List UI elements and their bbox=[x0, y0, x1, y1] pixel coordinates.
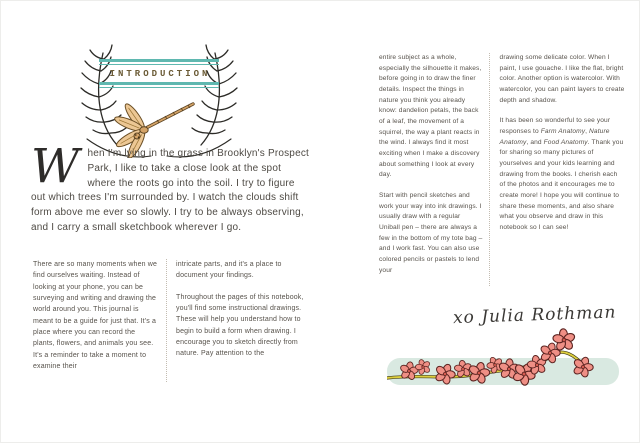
paragraph: Start with pencil sketches and work your way into ink drawings. I usually draw with a regular Uniball pen – there are always a few in the bottom of my tote bag – and I work fast. You can also use colored pencils or pastels to lend your bbox=[379, 192, 483, 274]
paragraph: Throughout the pages of this notebook, you'll find some instructional drawings. These will help you understand how to begin to build a form when drawing. I encourage you to sketch directly from nature. Pay attention to the bbox=[176, 293, 304, 358]
paragraph: There are so many moments when we find ourselves waiting. Instead of looking at your phone, you can be surveying and writing and drawing the world around you. This journal is meant to be a guide for just that. It's a place where you can record the plants, flowers, and animals you see. It's a reminder to take a moment to examine their bbox=[33, 261, 158, 370]
right-page-column-1 bbox=[379, 53, 489, 286]
paragraph: drawing some delicate color. When I paint, I use gouache. I like the flat, bright color. Another option is watercolor. With watercolor, you can paint layers to create depth and shadow. bbox=[499, 54, 625, 104]
book-title: Farm Anatomy bbox=[540, 128, 586, 136]
paragraph: intricate parts, and it's a place to document your findings. bbox=[176, 261, 282, 280]
left-page-columns bbox=[33, 259, 309, 382]
book-title: Food Anatomy bbox=[543, 138, 588, 146]
right-page-column-2 bbox=[489, 53, 625, 286]
text-run: It has been so wonderful to see your responses to bbox=[499, 117, 611, 136]
banner-rule-top-thick bbox=[99, 59, 219, 62]
banner-rule-bottom-thick bbox=[99, 82, 219, 85]
intro-dropcap: W bbox=[31, 139, 80, 194]
introduction-header bbox=[53, 39, 265, 161]
paragraph: entire subject as a whole, especially the silhouette it makes, before going in to draw the finer details. Inspect the things in nature you think you already know: dandelion petals, the back of a leaf, the movement of a squirrel, the way a plant reacts in the wind. I always find it most exciting when I make a discovery about something I look at every day. bbox=[379, 54, 482, 179]
banner-rule-bottom-thin bbox=[99, 87, 219, 88]
intro-text: hen I'm lying in the grass in Brooklyn's Prospect Park, I like to take a close look at the spot where the roots go into the soil. I try to figure out which trees I'm surrounded by. I watch the clouds shift form above me ever so slowly. I try to be always observing, and I carry a small sketchbook wherever I go. bbox=[31, 148, 310, 233]
flower-branch-illustration bbox=[387, 327, 629, 399]
right-page-columns bbox=[379, 53, 625, 286]
introduction-banner bbox=[99, 59, 219, 88]
text-run: . Thank you for sharing so many pictures of yourselves and your kids learning and drawing from the books. I cherish each of the photos and it encourages me to create more! I hope you will continue to share these moments, and also share what you observe and draw in this notebook so I can see! bbox=[499, 138, 624, 232]
banner-rule-top-thin bbox=[99, 64, 219, 65]
author-signature: xo Julia Rothman bbox=[452, 302, 617, 329]
text-run: , and bbox=[526, 138, 544, 146]
intro-paragraph bbox=[31, 139, 310, 236]
book-title: Nature Anatomy bbox=[499, 128, 610, 146]
paragraph-with-book-titles bbox=[500, 116, 625, 233]
left-page-column-2 bbox=[166, 259, 309, 382]
text-run: , bbox=[585, 128, 590, 136]
introduction-title: INTRODUCTION bbox=[109, 69, 211, 79]
left-page-column-1 bbox=[33, 259, 166, 382]
